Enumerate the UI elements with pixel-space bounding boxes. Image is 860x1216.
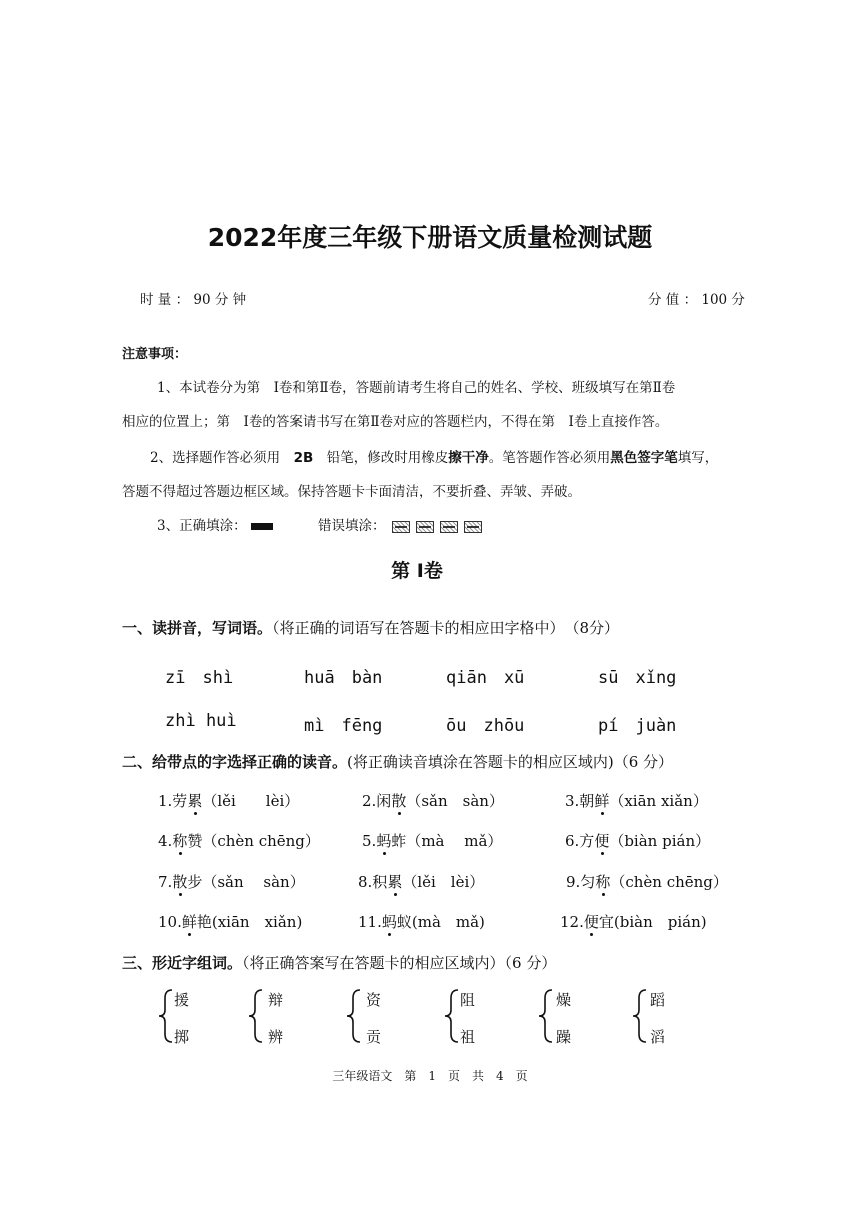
pencil-type: 2B <box>293 450 314 466</box>
pronunciation-item: 7.散步（sǎn sàn） <box>158 873 305 891</box>
brace-icon <box>156 988 176 1044</box>
wrong-fill-sample-icon <box>440 521 458 533</box>
volume-heading: 第 Ⅰ卷 <box>391 560 443 582</box>
pronunciation-item: 8.积累（lěi lèi） <box>358 873 485 891</box>
dotted-character: 便 <box>594 832 610 850</box>
wrong-fill-sample-icon <box>464 521 482 533</box>
question-2-header <box>122 751 673 772</box>
notice-item-2-line-1 <box>150 446 718 466</box>
brace-icon <box>246 988 266 1044</box>
notice-item-2-text-d: 填写， <box>677 450 719 466</box>
exam-total-score: 分 值 ： 100 分 <box>648 292 745 308</box>
wrong-fill-sample-icon <box>416 521 434 533</box>
correct-fill-label: 3、正确填涂： <box>157 518 247 534</box>
question-2-title: 二、给带点的字选择正确的读音。 <box>122 753 348 771</box>
notice-item-2-text-b: 铅笔，修改时用橡皮 <box>313 450 449 466</box>
pinyin-item: ōu zhōu <box>446 716 525 736</box>
page-title: 2022年度三年级下册语文质量检测试题 <box>207 223 653 252</box>
pinyin-item: qiān xū <box>446 668 525 688</box>
black-pen-emphasis: 黑色签字笔 <box>610 450 678 466</box>
pronunciation-item: 2.闲散（sǎn sàn） <box>362 792 504 810</box>
dotted-character: 累 <box>387 873 403 891</box>
pronunciation-item: 6.方便（biàn pián） <box>565 832 711 850</box>
erase-clean-emphasis: 擦干净 <box>448 450 489 466</box>
similar-char-top: 资 <box>366 991 382 1009</box>
question-1-header <box>122 617 619 638</box>
dotted-character: 累 <box>187 792 203 810</box>
pinyin-item: pí juàn <box>598 716 677 736</box>
question-1-title: 一、读拼音，写词语。 <box>122 619 273 637</box>
similar-char-bottom: 贡 <box>366 1028 382 1046</box>
similar-char-top: 燥 <box>556 991 572 1009</box>
pronunciation-item: 9.匀称（chèn chēng） <box>566 873 728 891</box>
similar-char-bottom: 掷 <box>174 1028 190 1046</box>
dotted-character: 鲜 <box>181 913 197 931</box>
pronunciation-item: 11.蚂蚁(mà mǎ) <box>358 913 485 931</box>
dotted-character: 便 <box>583 913 599 931</box>
notice-item-3-wrong <box>318 514 482 534</box>
question-1-instruction: （将正确的词语写在答题卡的相应田字格中） （8分） <box>272 619 620 637</box>
dotted-character: 蚂 <box>381 913 397 931</box>
pinyin-item: mì fēng <box>304 716 383 736</box>
notice-item-1-line-1: 1、本试卷分为第 Ⅰ卷和第Ⅱ卷，答题前请考生将自己的姓名、学校、班级填写在第Ⅱ卷 <box>157 380 676 396</box>
brace-icon <box>630 988 650 1044</box>
pronunciation-item: 5.蚂蚱（mà mǎ） <box>362 832 503 850</box>
similar-char-bottom: 祖 <box>460 1028 476 1046</box>
similar-char-bottom: 辨 <box>268 1028 284 1046</box>
similar-char-top: 援 <box>174 991 190 1009</box>
brace-icon <box>536 988 556 1044</box>
dotted-character: 蚂 <box>376 832 392 850</box>
notice-item-2-text-c: 。笔答题作答必须用 <box>488 450 611 466</box>
notice-item-3-correct <box>157 514 273 534</box>
notice-item-2-text-a: 2、选择题作答必须用 <box>150 450 294 466</box>
dotted-character: 散 <box>391 792 407 810</box>
similar-char-bottom: 躁 <box>556 1028 572 1046</box>
dotted-character: 称 <box>172 832 188 850</box>
similar-char-top: 阻 <box>460 991 476 1009</box>
pronunciation-item: 12.便宜(biàn pián) <box>560 913 707 931</box>
pinyin-item: zī shì <box>165 668 234 688</box>
pinyin-item: zhì huì <box>165 711 237 731</box>
pinyin-item: huā bàn <box>304 668 383 688</box>
exam-duration: 时 量 ： 90 分 钟 <box>140 292 247 308</box>
notice-item-1-line-2: 相应的位置上；第 Ⅰ卷的答案请书写在第Ⅱ卷对应的答题栏内，不得在第 Ⅰ卷上直接作答。 <box>122 414 669 430</box>
pronunciation-item: 10.鲜艳(xiān xiǎn) <box>158 913 303 931</box>
pronunciation-item: 4.称赞（chèn chēng） <box>158 832 320 850</box>
notice-item-2-line-2: 答题不得超过答题边框区域。保持答题卡卡面清洁，不要折叠、弄皱、弄破。 <box>122 484 581 500</box>
notice-heading: 注意事项： <box>122 347 188 362</box>
dotted-character: 散 <box>172 873 188 891</box>
pinyin-item: sū xǐng <box>598 668 677 688</box>
similar-char-top: 蹈 <box>650 991 666 1009</box>
question-3-header <box>122 952 556 973</box>
pronunciation-item: 1.劳累（lěi lèi） <box>158 792 300 810</box>
pronunciation-item: 3.朝鲜（xiān xiǎn） <box>565 792 708 810</box>
correct-fill-sample-icon <box>251 523 273 530</box>
wrong-fill-sample-icon <box>392 521 410 533</box>
question-2-instruction: (将正确读音填涂在答题卡的相应区域内)（6 分） <box>347 753 674 771</box>
wrong-fill-label: 错误填涂： <box>318 518 386 534</box>
brace-icon <box>442 988 462 1044</box>
dotted-character: 鲜 <box>594 792 610 810</box>
brace-icon <box>344 988 364 1044</box>
question-3-title: 三、形近字组词。 <box>122 954 243 972</box>
similar-char-top: 辩 <box>268 991 284 1009</box>
page-footer: 三年级语文 第 1 页 共 4 页 <box>332 1069 528 1083</box>
similar-char-bottom: 滔 <box>650 1028 666 1046</box>
dotted-character: 称 <box>595 873 611 891</box>
question-3-instruction: （将正确答案写在答题卡的相应区域内）（6 分） <box>242 954 557 972</box>
